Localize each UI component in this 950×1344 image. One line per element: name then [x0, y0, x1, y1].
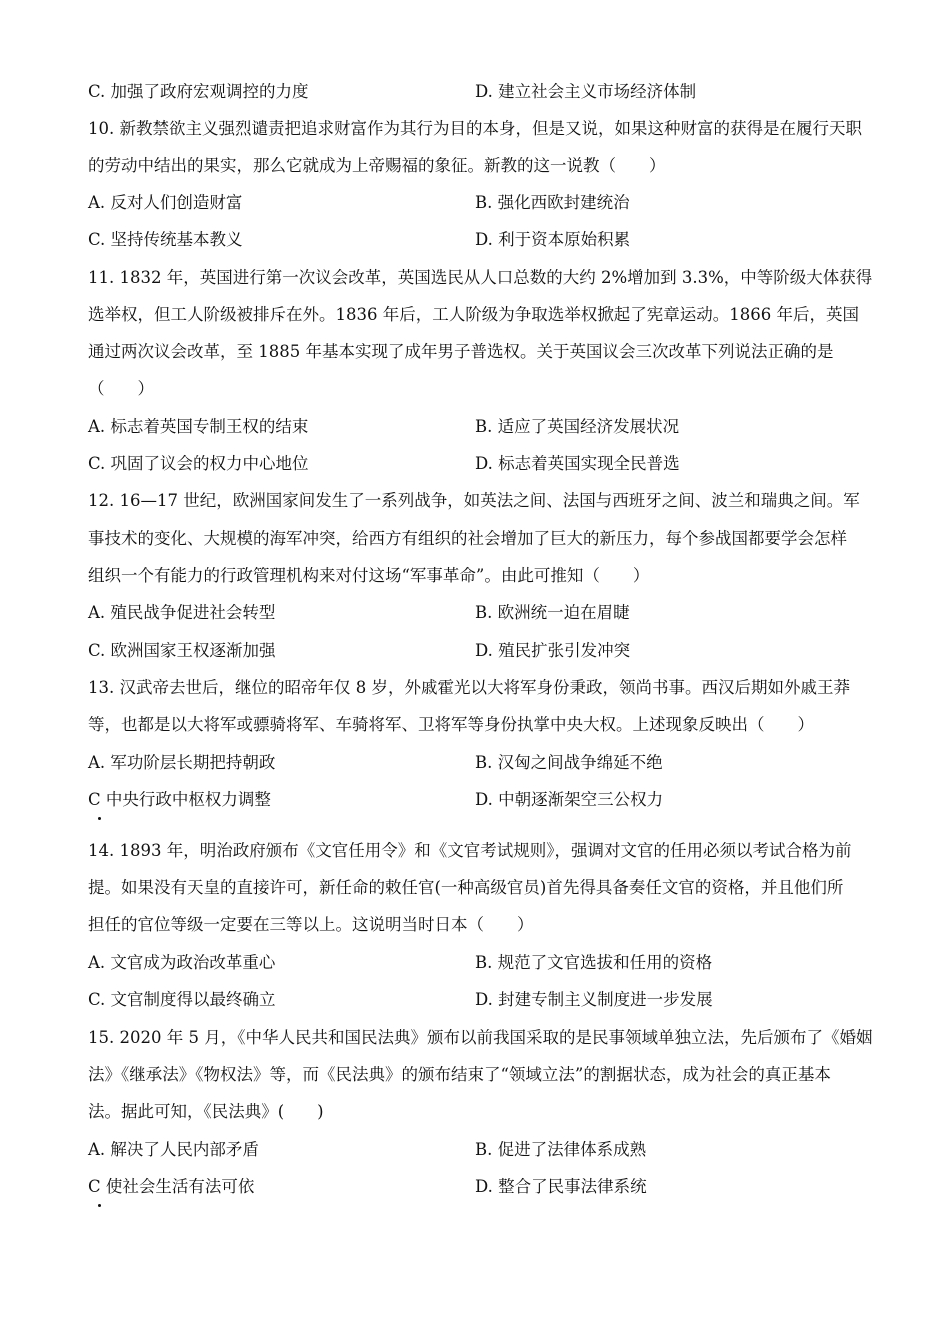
q15-option-a: A. 解决了人民内部矛盾: [88, 1140, 259, 1159]
q12-option-c: C. 欧洲国家王权逐渐加强: [88, 641, 276, 660]
q12-option-d: D. 殖民扩张引发冲突: [475, 641, 631, 660]
q14-option-c: C. 文官制度得以最终确立: [88, 990, 276, 1009]
stray-dot-mark: [98, 1204, 101, 1207]
q9-option-d: D. 建立社会主义市场经济体制: [475, 82, 697, 101]
q10-stem-line-1: 10. 新教禁欲主义强烈谴责把追求财富作为其行为目的本身，但是又说，如果这种财富的获得是在履行天职: [88, 119, 862, 138]
q11-stem-line-3: 通过两次议会改革，至 1885 年基本实现了成年男子普选权。关于英国议会三次改革下列说法正确的是: [88, 342, 834, 361]
q10-option-c: C. 坚持传统基本教义: [88, 230, 243, 249]
q11-option-d: D. 标志着英国实现全民普选: [475, 454, 680, 473]
stray-dot-mark: [98, 817, 101, 820]
q15-option-d: D. 整合了民事法律系统: [475, 1177, 647, 1196]
q12-stem-line-3: 组织一个有能力的行政管理机构来对付这场“军事革命”。由此可推知（ ）: [88, 566, 650, 585]
q11-stem-line-2: 选举权，但工人阶级被排斥在外。1836 年后，工人阶级为争取选举权掀起了宪章运动。1866 年后，英国: [88, 305, 859, 324]
q12-stem-line-1: 12. 16—17 世纪，欧洲国家间发生了一系列战争，如英法之间、法国与西班牙之间、波兰和瑞典之间。军: [88, 491, 860, 510]
q15-stem-line-2: 法》《继承法》《物权法》等，而《民法典》的颁布结束了“领域立法”的割据状态，成为社会的真正基本: [88, 1065, 831, 1084]
q11-stem-line-1: 11. 1832 年，英国进行第一次议会改革，英国选民从人口总数的大约 2%增加到 3.3%，中等阶级大体获得: [88, 268, 873, 287]
q14-stem-line-2: 提。如果没有天皇的直接许可，新任命的敕任官(一种高级官员)首先得具备奏任文官的资格，并且他们所: [88, 878, 844, 897]
q12-option-a: A. 殖民战争促进社会转型: [88, 603, 276, 622]
q10-option-b: B. 强化西欧封建统治: [475, 193, 630, 212]
q11-option-a: A. 标志着英国专制王权的结束: [88, 417, 309, 436]
q15-stem-line-1: 15. 2020 年 5 月，《中华人民共和国民法典》颁布以前我国采取的是民事领域单独立法，先后颁布了《婚姻: [88, 1028, 873, 1047]
q11-option-c: C. 巩固了议会的权力中心地位: [88, 454, 309, 473]
q13-option-b: B. 汉匈之间战争绵延不绝: [475, 753, 663, 772]
q15-option-b: B. 促进了法律体系成熟: [475, 1140, 647, 1159]
q13-option-a: A. 军功阶层长期把持朝政: [88, 753, 276, 772]
q12-stem-line-2: 事技术的变化、大规模的海军冲突，给西方有组织的社会增加了巨大的新压力，每个参战国都要学会怎样: [88, 529, 847, 548]
q14-stem-line-3: 担任的官位等级一定要在三等以上。这说明当时日本（ ）: [88, 915, 534, 934]
q11-option-b: B. 适应了英国经济发展状况: [475, 417, 680, 436]
q14-option-a: A. 文官成为政治改革重心: [88, 953, 276, 972]
q15-stem-line-3: 法。据此可知，《民法典》( ): [88, 1102, 324, 1121]
q11-stem-line-4: （ ）: [88, 379, 154, 398]
q13-option-d: D. 中朝逐渐架空三公权力: [475, 790, 664, 809]
q12-option-b: B. 欧洲统一迫在眉睫: [475, 603, 630, 622]
q14-stem-line-1: 14. 1893 年，明治政府颁布《文官任用令》和《文官考试规则》，强调对文官的任用必须以考试合格为前: [88, 841, 852, 860]
q13-option-c: C 中央行政中枢权力调整: [88, 790, 271, 809]
q9-option-c: C. 加强了政府宏观调控的力度: [88, 82, 309, 101]
q10-stem-line-2: 的劳动中结出的果实，那么它就成为上帝赐福的象征。新教的这一说教（ ）: [88, 156, 666, 175]
q10-option-a: A. 反对人们创造财富: [88, 193, 243, 212]
q10-option-d: D. 利于资本原始积累: [475, 230, 631, 249]
q13-stem-line-1: 13. 汉武帝去世后，继位的昭帝年仅 8 岁，外戚霍光以大将军身份秉政，领尚书事。西汉后期如外戚王莽: [88, 678, 850, 697]
q14-option-b: B. 规范了文官选拔和任用的资格: [475, 953, 713, 972]
q13-stem-line-2: 等，也都是以大将军或骠骑将军、车骑将军、卫将军等身份执掌中央大权。上述现象反映出（ ）: [88, 715, 814, 734]
q14-option-d: D. 封建专制主义制度进一步发展: [475, 990, 713, 1009]
q15-option-c: C 使社会生活有法可依: [88, 1177, 255, 1196]
